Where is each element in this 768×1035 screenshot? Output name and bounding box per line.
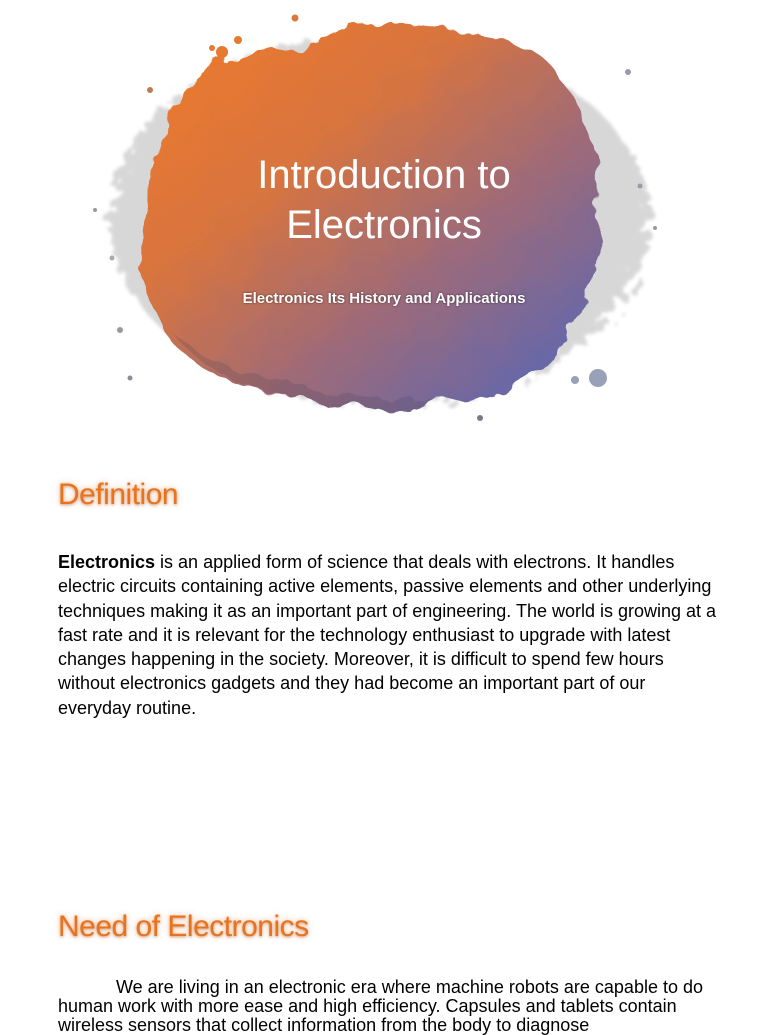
slide-subtitle: Electronics Its History and Applications	[242, 290, 526, 307]
definition-term: Electronics	[58, 552, 156, 572]
definition-heading: Definition	[58, 478, 179, 511]
title-slide	[0, 0, 768, 432]
slide-title-line1: Introduction to	[257, 153, 511, 197]
slide-title-line2: Electronics	[286, 203, 482, 247]
slide-title	[0, 150, 768, 250]
need-paragraph: We are living in an electronic era where machine robots are capable to do human work with more ease and high efficiency. Capsules and tablets contain wireless sensors that collect information from the body to diagnose	[58, 977, 703, 1035]
need-heading: Need of Electronics	[58, 910, 309, 943]
definition-paragraph	[58, 550, 718, 720]
definition-text: is an applied form of science that deals with electrons. It handles electric circuits containing active elements, passive elements and other underlying techniques making it as an important part of engineering. The world is growing at a fast rate and it is relevant for the technology enthusiast to upgrade with latest changes happening in the society. Moreover, it is difficult to spend few hours without electronics gadgets and they had become an important part of our everyday routine.	[58, 552, 717, 718]
